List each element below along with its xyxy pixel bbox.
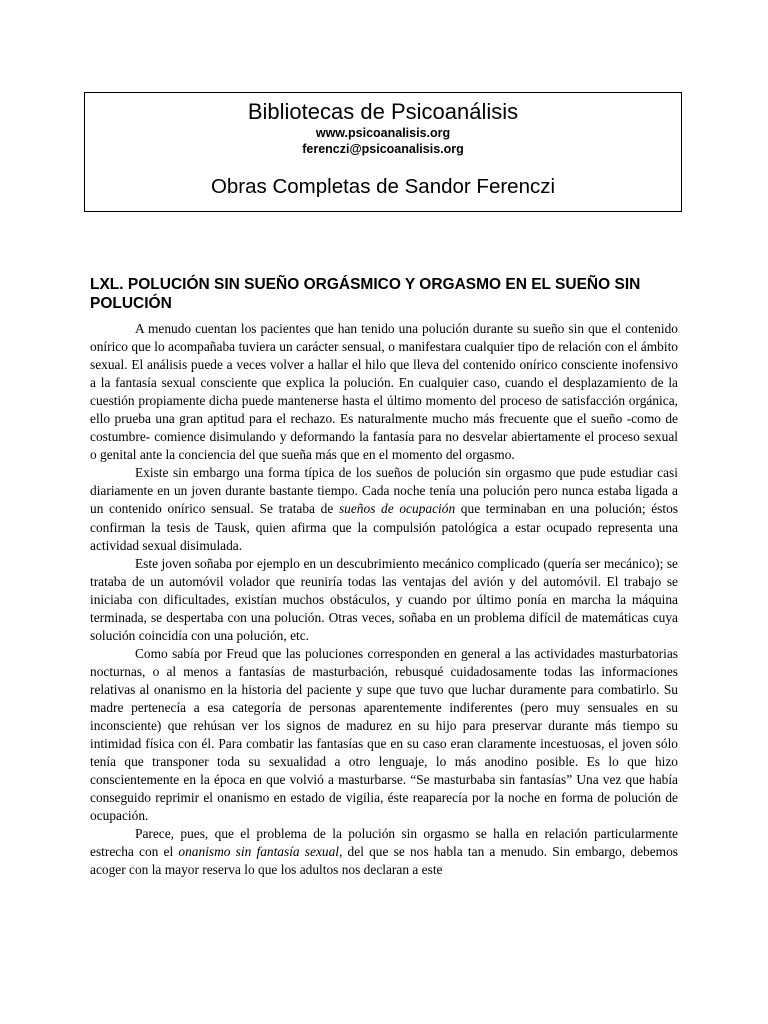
chapter-heading: LXL. POLUCIÓN SIN SUEÑO ORGÁSMICO Y ORGASMO EN EL SUEÑO SIN POLUCIÓN [90, 276, 641, 312]
paragraph-3: Este joven soñaba por ejemplo en un descubrimiento mecánico complicado (quería ser mecánico); se trataba de un automóvil volador que reuniría todas las ventajas del avión y del automóvil. El trabajo se iniciaba con dificultades, existían muchos obstáculos, y cuando por último ponía en marcha la máquina terminada, se despertaba con una polución. Otras veces, soñaba en un problema difícil de matemáticas cuya solución coincidía con una polución, etc. [90, 555, 678, 643]
paragraph-5-emphasis: onanismo sin fantasía sexual, [178, 844, 343, 860]
library-header-box [84, 92, 682, 212]
paragraph-2-text-a: Existe sin embargo una forma típica de los sueños de polución sin orgasmo que pude estudiar casi diariamente en un joven durante bastante tiempo. Cada noche tenía una polución pero nunca estaba ligada a un contenido onírico sensual. Se trataba de [90, 465, 678, 517]
paragraph-2 [90, 464, 678, 554]
body-text [90, 320, 678, 879]
collection-title: Obras Completas de Sandor Ferenczi [210, 175, 556, 198]
paragraph-1: A menudo cuentan los pacientes que han tenido una polución durante su sueño sin que el contenido onírico que lo acompañaba tuviera un carácter sensual, o manifestara cualquier tipo de relación con el ámbito sexual. El análisis puede a veces volver a hallar el hilo que lleva del contenido onírico consciente inofensivo a la fantasía sexual consciente que explica la polución. En cualquier caso, cuando el desplazamiento de la cuestión propiamente dicha puede mantenerse hasta el último momento del proceso de satisfacción orgánica, ello prueba una gran aptitud para el rechazo. Es naturalmente mucho más frecuente que el sueño -como de costumbre- comience disimulando y deformando la fantasía para no desvelar abiertamente el proceso sexual o genital ante la conciencia del que sueña más que en el momento del orgasmo. [90, 321, 678, 463]
library-email: ferenczi@psicoanalisis.org [302, 142, 464, 156]
paragraph-5-text-b: del que se nos habla tan a menudo. Sin embargo, debemos acoger con la mayor reserva lo que los adultos nos declaran a este [90, 844, 679, 878]
library-website: www.psicoanalisis.org [315, 126, 451, 140]
paragraph-2-emphasis: sueños de ocupación [338, 501, 456, 517]
paragraph-4: Como sabía por Freud que las poluciones corresponden en general a las actividades masturbatorias nocturnas, o al menos a fantasías de masturbación, rebusqué cuidadosamente todas las informaciones relativas al onanismo en la historia del paciente y supe que tuvo que luchar duramente para combatirlo. Su madre pertenecía a esa categoría de personas aparentemente indiferentes (pero muy sensuales en su inconsciente) que rehúsan ver los signos de madurez en su hijo para preservar durante más tiempo su intimidad física con él. Para combatir las fantasías que en su caso eran claramente incestuosas, el joven sólo tenía que transponer toda su sexualidad a otro lenguaje, lo más anodino posible. Es lo que hizo conscientemente en la época en que volvió a masturbarse. “Se masturbaba sin fantasías” Una vez que había conseguido reprimir el onanismo en estado de vigilia, éste reaparecía por la noche en forma de polución de ocupación. [90, 645, 678, 824]
library-title: Bibliotecas de Psicoanálisis [247, 99, 519, 124]
paragraph-5 [90, 825, 678, 879]
paragraph-5-text-a: Parece, pues, que el problema de la polución sin orgasmo se halla en relación particularmente estrecha con el [90, 826, 678, 860]
paragraph-2-text-b: que terminaban en una polución; éstos confirman la tesis de Tausk, quien afirma que la compulsión patológica a estar ocupado representa una actividad sexual disimulada. [90, 501, 678, 553]
